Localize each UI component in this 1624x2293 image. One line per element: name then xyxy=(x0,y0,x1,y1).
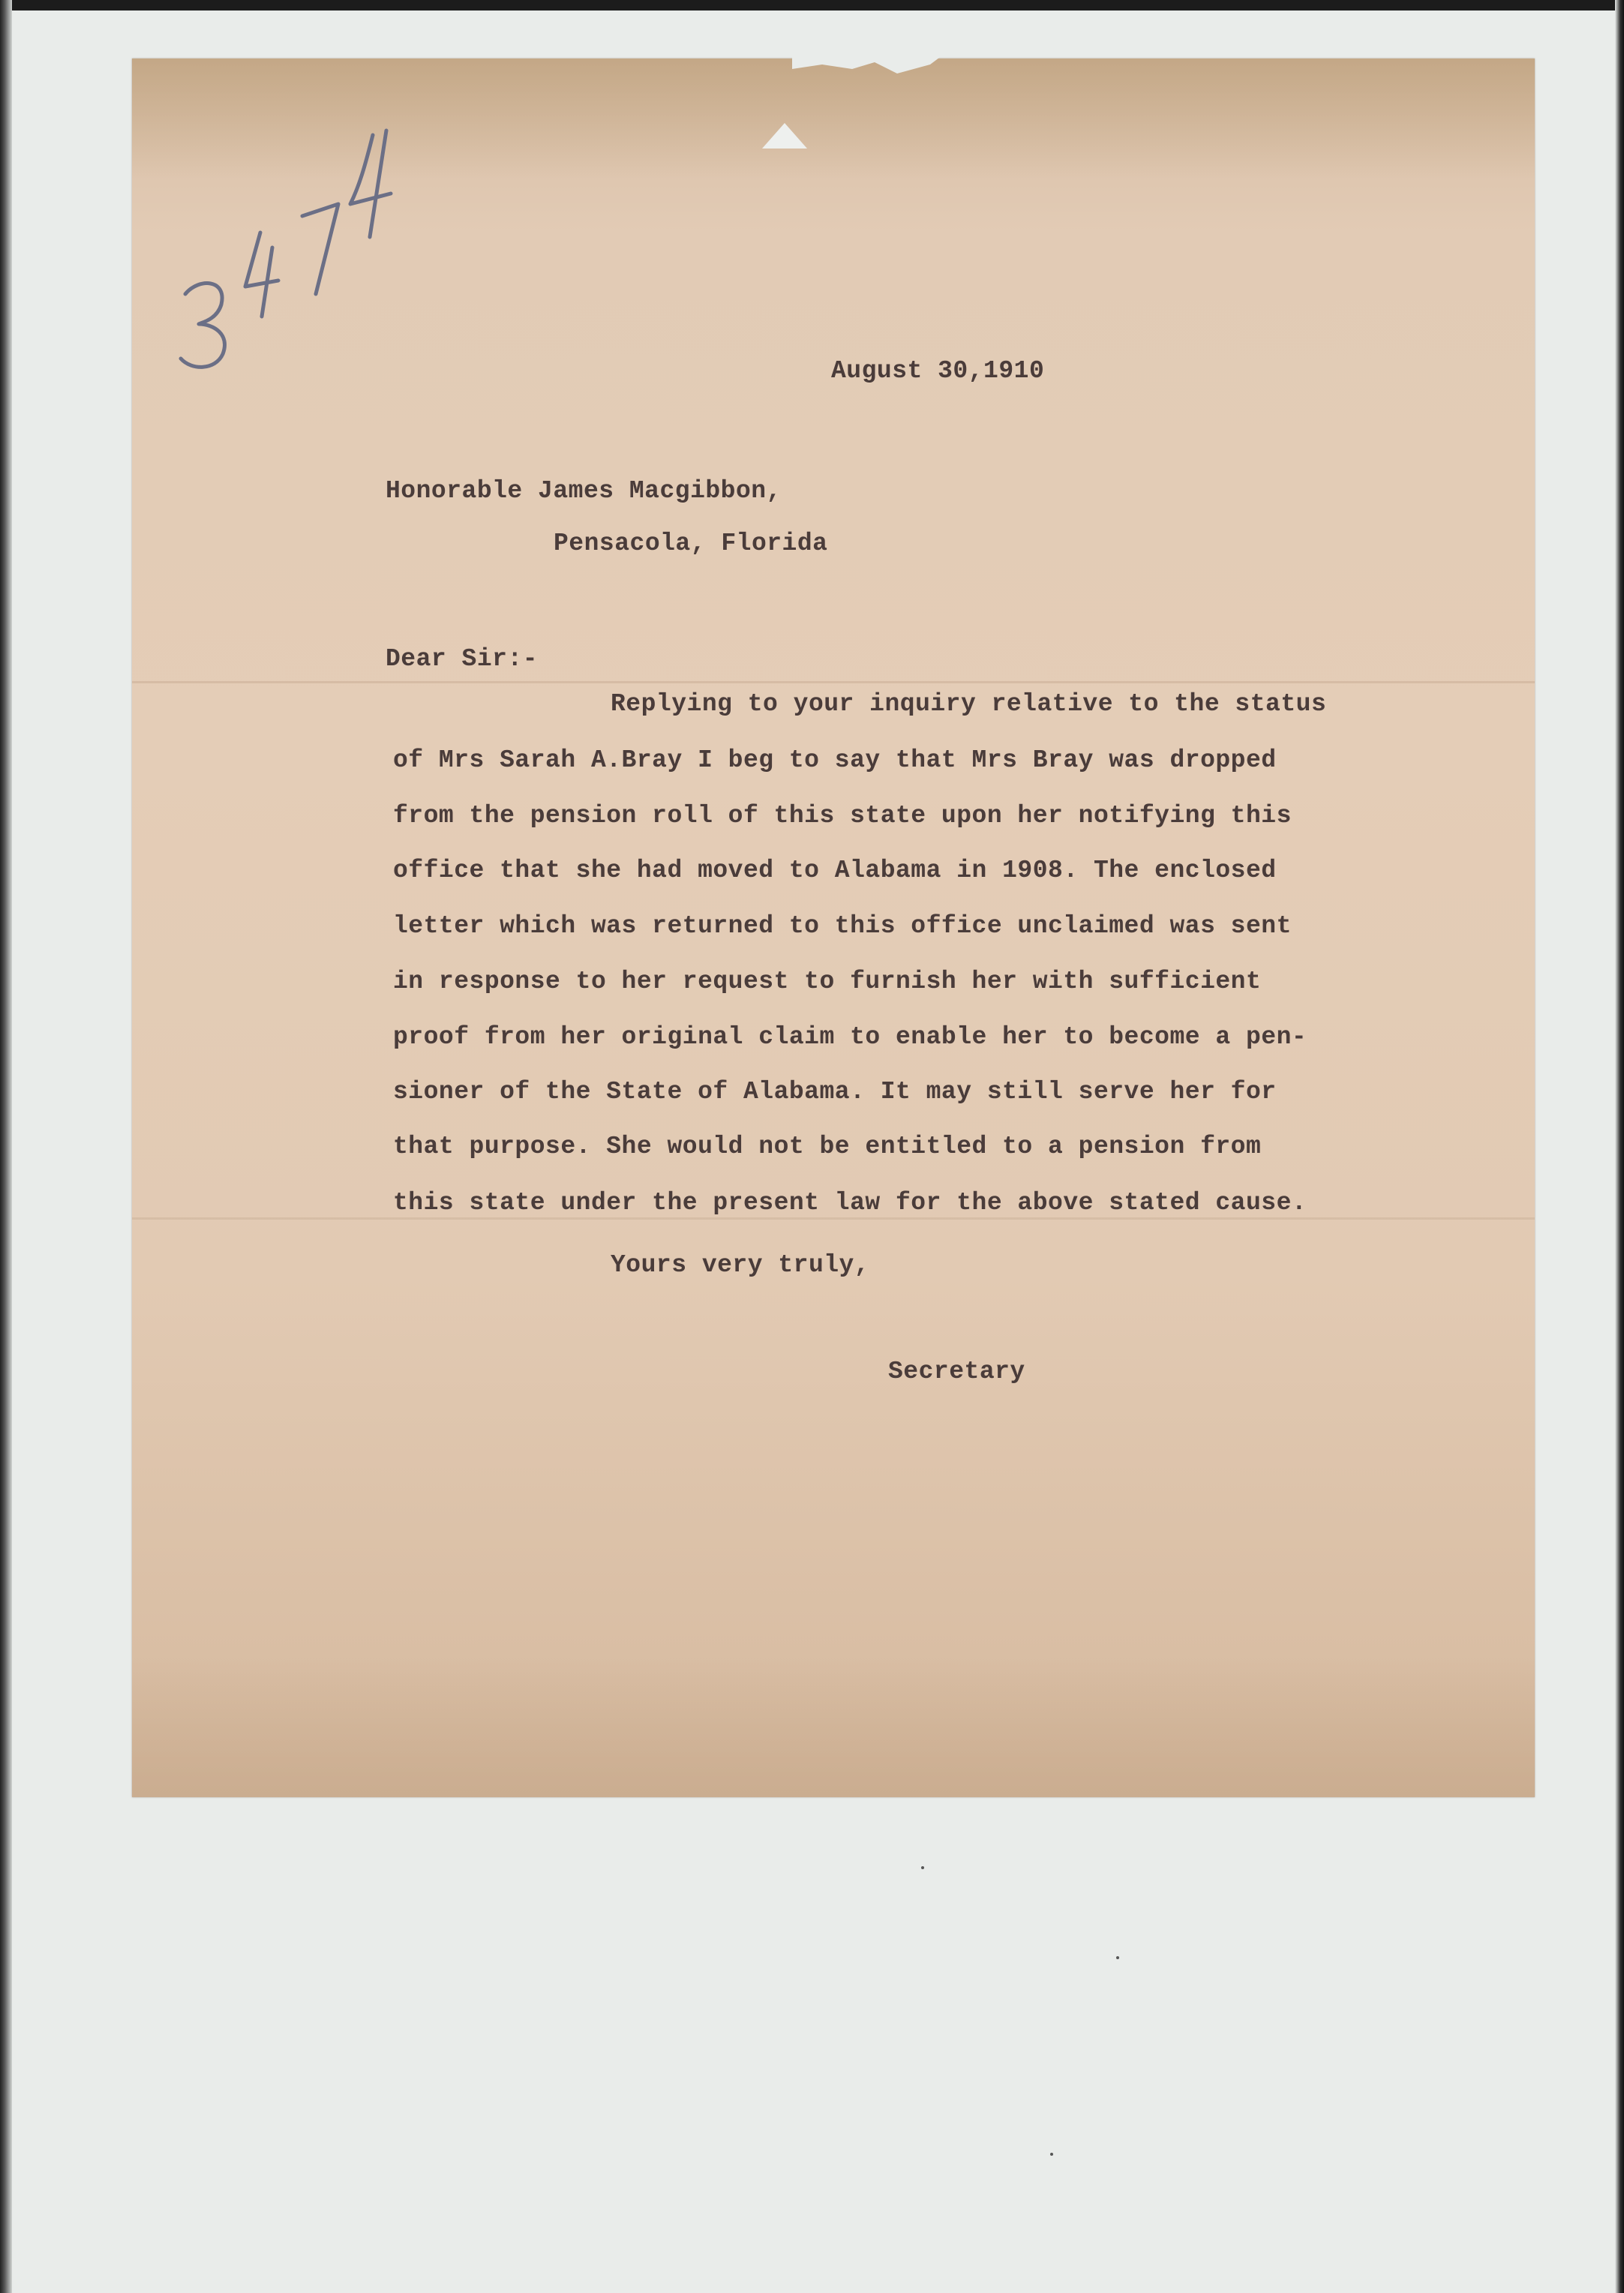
body-line: proof from her original claim to enable her to become a pen- xyxy=(393,1023,1307,1051)
scan-edge-right xyxy=(1615,0,1624,2293)
salutation: Dear Sir:- xyxy=(386,645,539,673)
body-line: office that she had moved to Alabama in 1908. The enclosed xyxy=(393,857,1277,884)
closing: Yours very truly, xyxy=(611,1251,870,1279)
letter-date: August 30,1910 xyxy=(831,357,1045,385)
body-line: this state under the present law for the above stated cause. xyxy=(393,1189,1307,1217)
addressee-city: Pensacola, Florida xyxy=(554,530,828,557)
scan-dust xyxy=(921,1866,924,1869)
body-line: of Mrs Sarah A.Bray I beg to say that Mrs Bray was dropped xyxy=(393,746,1277,774)
signature-title: Secretary xyxy=(888,1358,1025,1385)
paper-discoloration xyxy=(132,1655,1535,1797)
scan-edge-left xyxy=(0,0,12,2293)
body-line: sioner of the State of Alabama. It may still serve her for xyxy=(393,1078,1277,1106)
body-line: letter which was returned to this office unclaimed was sent xyxy=(393,912,1292,940)
handwritten-file-number xyxy=(169,120,416,375)
scan-dust xyxy=(1116,1956,1119,1959)
body-line: that purpose. She would not be entitled to a pension from xyxy=(393,1133,1262,1160)
scan-edge-top xyxy=(0,0,1624,11)
addressee: Honorable James Macgibbon, xyxy=(386,477,782,505)
body-line: Replying to your inquiry relative to the status xyxy=(611,690,1327,718)
scan-dust xyxy=(1050,2153,1053,2156)
tear-notch xyxy=(762,123,807,149)
body-line: in response to her request to furnish her with sufficient xyxy=(393,968,1262,995)
body-line: from the pension roll of this state upon her notifying this xyxy=(393,802,1292,830)
